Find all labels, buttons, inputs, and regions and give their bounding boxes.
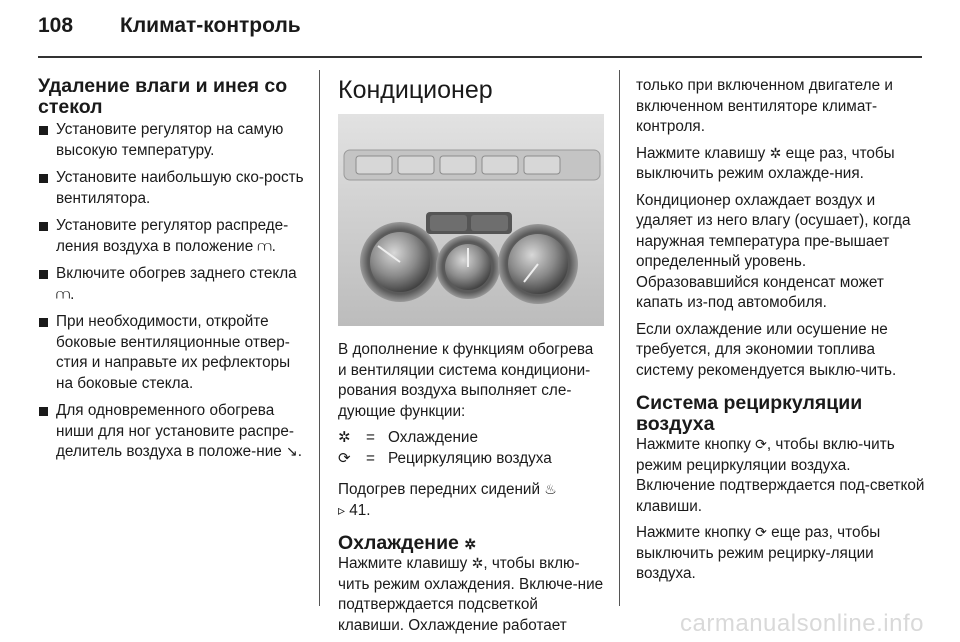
- defog-steps: [38, 120, 310, 463]
- definition-row: ⟳ = Рециркуляцию воздуха: [338, 449, 606, 470]
- cooling-paragraph: Нажмите клавишу ✲, чтобы вклю-чить режим охлаждения. Включе-ние подтверждается подсветкой клавиши. Охлаждение работает: [338, 555, 604, 634]
- definition-row: ✲ = Охлаждение: [338, 428, 606, 449]
- seat-heating-ref: Подогрев передних сидений ♨ ▹ 41.: [338, 481, 557, 519]
- recirculation-heading: Система рециркуляции воздуха: [636, 392, 863, 435]
- aircon-intro: В дополнение к функциям обогрева и вентиляции система кондициони-рования воздуха выполняет сле-дующие функции:: [338, 341, 594, 420]
- recirc-off-paragraph: Нажмите кнопку ⟳ еще раз, чтобы выключить режим рецирку-ляции воздуха.: [636, 524, 881, 582]
- right-column: [636, 76, 926, 591]
- rear-window-heat-icon: ⩋: [56, 285, 71, 302]
- snowflake-icon: ✲: [471, 555, 484, 571]
- cooling-continued: только при включенном двигателе и включенном вентиляторе климат-контроля.: [636, 77, 893, 135]
- snowflake-icon: ✲: [464, 536, 477, 552]
- cooling-off-paragraph: Нажмите клавишу ✲ еще раз, чтобы выключить режим охлажде-ния.: [636, 144, 895, 182]
- snowflake-icon: ✲: [769, 144, 782, 161]
- recirc-on-paragraph: Нажмите кнопку ⟳, чтобы вклю-чить режим рециркуляции воздуха. Включение подтверждается под-светкой клавиши.: [636, 436, 925, 515]
- economy-paragraph: Если охлаждение или осушение не требуется, для экономии топлива систему рекомендуется выклю-чить.: [636, 320, 897, 379]
- defog-heading: Удаление влаги и инея со стекол: [38, 75, 288, 118]
- page-number: 108: [38, 14, 74, 37]
- aircon-heading: Кондиционер: [338, 76, 493, 104]
- climate-panel-photo: [338, 114, 604, 326]
- condensation-paragraph: Кондиционер охлаждает воздух и удаляет из него влагу (осушает), когда наружная температура пре-вышает определенный уровень. Образовавшийся конденсат может капать из-под автомобиля.: [636, 191, 911, 311]
- list-item: При необходимости, откройте боковые вентиляционные отвер-стия и направьте их рефлекторы на боковые стекла.: [38, 312, 310, 394]
- page-header: [38, 14, 301, 38]
- middle-column: [338, 76, 606, 642]
- seat-heating-icon: ♨: [544, 481, 557, 497]
- header-rule: [38, 56, 922, 58]
- left-column: [38, 76, 310, 470]
- column-divider-2: [619, 70, 620, 606]
- recirculation-icon: ⟳: [755, 436, 767, 452]
- list-item: Установите регулятор распреде-ления воздуха в положение ⩋.: [38, 216, 310, 257]
- page-ref-arrow-icon: ▹: [338, 501, 346, 518]
- list-item: Установите наибольшую ско-рость вентилятора.: [38, 168, 310, 209]
- recirculation-icon: ⟳: [338, 450, 351, 468]
- list-item: Установите регулятор на самую высокую температуру.: [38, 120, 310, 161]
- footwell-windscreen-icon: ↘: [286, 443, 298, 459]
- windscreen-defrost-icon: ⩋: [257, 237, 272, 254]
- watermark: carmanualsonline.info: [680, 610, 924, 637]
- column-divider-1: [319, 70, 320, 606]
- cooling-heading: Охлаждение ✲: [338, 532, 477, 554]
- chapter-title: Климат-контроль: [120, 14, 301, 37]
- symbol-definitions: [338, 428, 606, 470]
- snowflake-icon: ✲: [338, 429, 351, 447]
- list-item: Включите обогрев заднего стекла ⩋.: [38, 264, 310, 305]
- recirculation-icon: ⟳: [755, 524, 767, 540]
- list-item: Для одновременного обогрева ниши для ног установите распре-делитель воздуха в положе-ние ↘.: [38, 401, 310, 463]
